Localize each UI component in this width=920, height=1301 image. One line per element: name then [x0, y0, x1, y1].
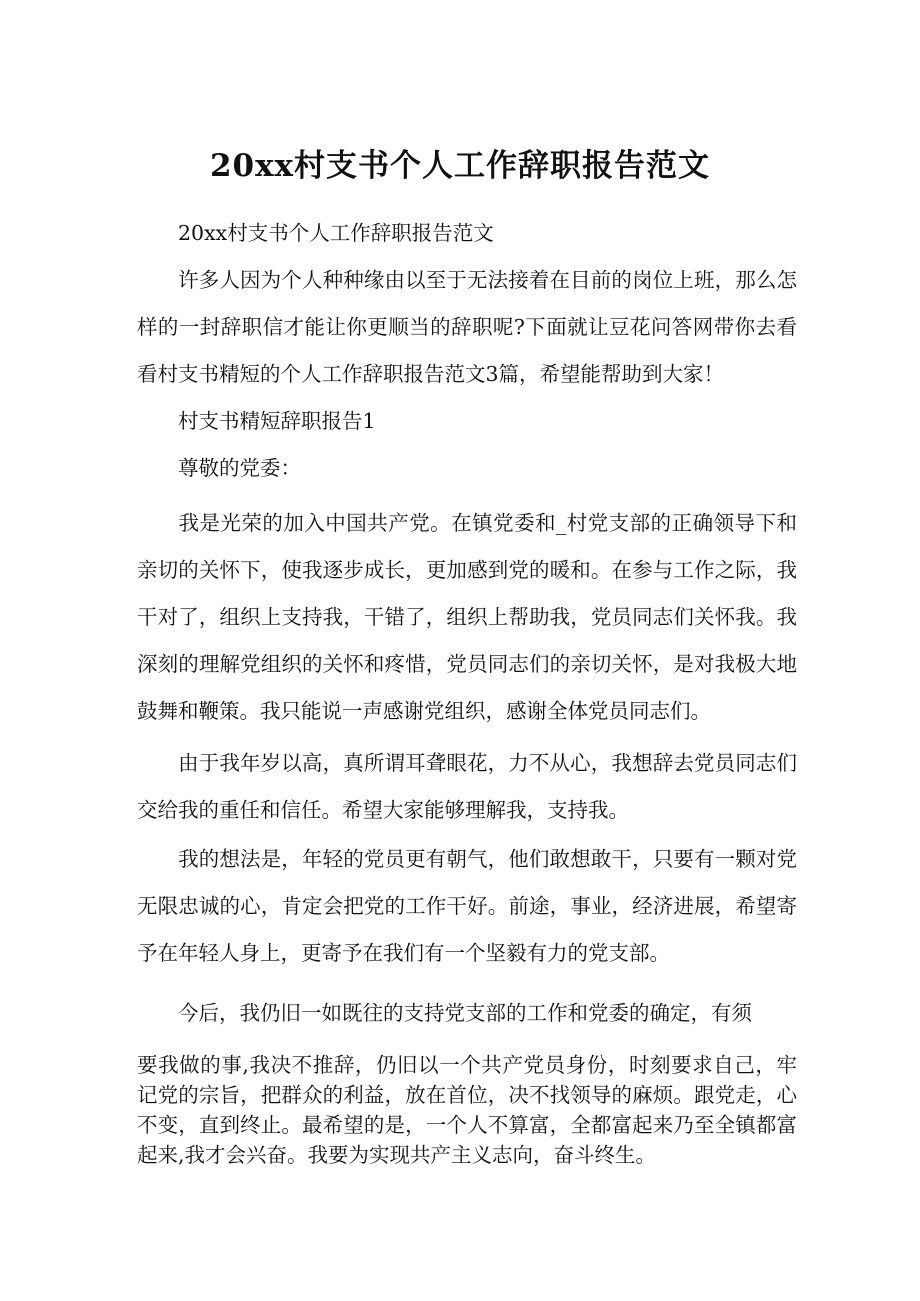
body-paragraph-2 [137, 740, 797, 834]
closing-first-line: 今后，我仍旧一如既往的支持党支部的工作和党委的确定，有须 [178, 1001, 752, 1025]
body-paragraph-3 [137, 836, 797, 977]
body-paragraph-1-text: 我是光荣的加入中国共产党。在镇党委和_村党支部的正确领导下和亲切的关怀下，使我逐步成长，更加感到党的暖和。在参与工作之际，我干对了，组织上支持我，干错了，组织上帮助我，党员同志们关怀我。我深刻的理解党组织的关怀和疼惜，党员同志们的亲切关怀，是对我极大地鼓舞和鞭策。我只能说一声感谢党组织，感谢全体党员同志们。 [137, 511, 797, 723]
intro-text: 许多人因为个人种种缘由以至于无法接着在目前的岗位上班，那么怎样的一封辞职信才能让你更顺当的辞职呢?下面就让豆花问答网带你去看看村支书精短的个人工作辞职报告范文3篇，希望能帮助到大家！ [137, 268, 797, 386]
intro-paragraph [137, 257, 797, 398]
document-subtitle: 20xx村支书个人工作辞职报告范文 [178, 221, 494, 245]
body-paragraph-2-text: 由于我年岁以高，真所谓耳聋眼花，力不从心，我想辞去党员同志们交给我的重任和信任。希望大家能够理解我，支持我。 [137, 751, 797, 822]
salutation: 尊敬的党委： [178, 456, 301, 480]
body-paragraph-1 [137, 500, 797, 735]
document-title: 20xx村支书个人工作辞职报告范文 [209, 148, 711, 184]
closing-paragraph: 要我做的事,我决不推辞，仍旧以一个共产党员身份，时刻要求自己，牢记党的宗旨，把群众的利益，放在首位，决不找领导的麻烦。跟党走，心不变，直到终止。最希望的是，一个人不算富，全都富起来乃至全镇都富起来,我才会兴奋。我要为实现共产主义志向，奋斗终生。 [137, 1053, 797, 1167]
section-heading: 村支书精短辞职报告1 [178, 409, 376, 433]
body-paragraph-3-text: 我的想法是，年轻的党员更有朝气，他们敢想敢干，只要有一颗对党无限忠诚的心，肯定会把党的工作干好。前途，事业，经济进展，希望寄予在年轻人身上，更寄予在我们有一个坚毅有力的党支部。 [137, 847, 797, 965]
